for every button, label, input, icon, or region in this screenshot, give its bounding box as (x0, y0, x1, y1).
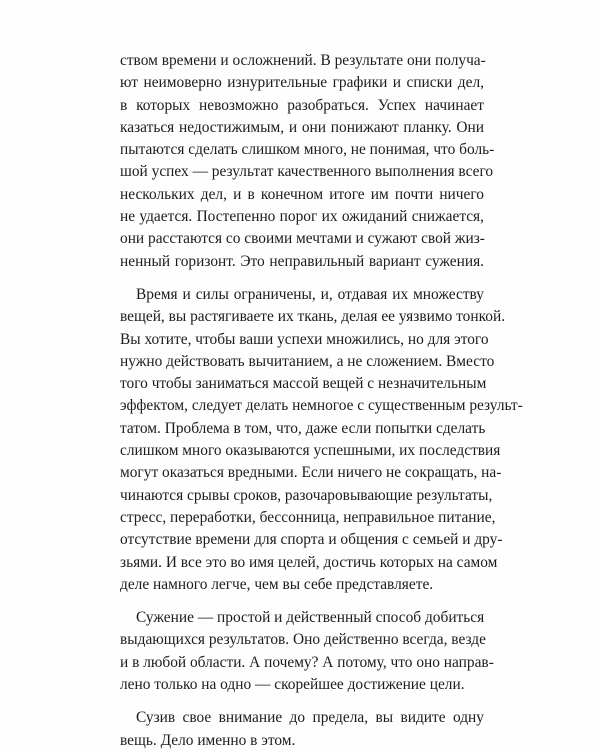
text-line: выдающихся результатов. Оно действенно всегда, везде (120, 631, 486, 649)
text-line: они расстаются со своими мечтами и сужают свой жиз- (120, 230, 485, 248)
paragraph-gap (120, 273, 484, 284)
text-line: слишком много оказываются успешными, их последствия (120, 442, 501, 460)
paragraph-gap (120, 596, 484, 607)
text-line: вещь. Дело именно в этом. (120, 731, 296, 749)
text-line: ненный горизонт. Это неправильный вариант сужения. (120, 252, 484, 270)
paragraph (120, 284, 523, 596)
text-line: нескольких дел, и в конечном итоге им почти ничего (120, 185, 484, 203)
text-line: вещей, вы растягиваете их ткань, делая ее уязвимо тонкой. (120, 308, 506, 326)
text-line: деле намного легче, чем вы себе представляете. (120, 575, 434, 593)
text-line: ством времени и осложнений. В результате они получа- (120, 52, 486, 69)
text-line: Время и силы ограничены, и, отдавая их множеству (136, 285, 484, 303)
paragraph (120, 707, 484, 752)
text-line: зьями. И все это во имя целей, достичь которых на самом (120, 553, 498, 571)
paragraph (120, 50, 495, 273)
text-line: ют неимоверно изнурительные графики и списки дел, (120, 74, 484, 92)
paragraph-gap (120, 696, 484, 707)
text-line: лено только на одно — скорейшее достижение цели. (120, 676, 465, 694)
text-line: не удается. Постепенно порог их ожиданий снижается, (120, 208, 484, 226)
text-line: казаться недостижимым, и они понижают планку. Они (120, 118, 484, 136)
text-line: того чтобы заниматься массой вещей с незначительным (120, 375, 487, 393)
body-text (120, 50, 523, 752)
text-line: могут оказаться вредными. Если ничего не сокращать, на- (120, 464, 502, 482)
text-line: чинаются срывы сроков, разочаровывающие результаты, (120, 486, 493, 504)
text-line: Сужение — простой и действенный способ добиться (136, 609, 485, 627)
text-line: шой успех — результат качественного выполнения всего (120, 163, 494, 181)
text-line: стресс, переработки, бессонница, неправильное питание, (120, 508, 496, 526)
paragraph (120, 607, 494, 696)
text-line: нужно действовать вычитанием, а не сложением. Вместо (120, 352, 495, 370)
text-line: Сузив свое внимание до предела, вы видите одну (136, 709, 484, 727)
text-line: эффектом, следует делать немногое с существенным результ- (120, 397, 523, 415)
text-line: и в любой области. А почему? А потому, что оно направ- (120, 653, 494, 671)
text-line: в которых невозможно разобраться. Успех начинает (120, 96, 484, 114)
text-line: татом. Проблема в том, что, даже если попытки сделать (120, 419, 486, 437)
text-line: отсутствие времени для спорта и общения с семьей и дру- (120, 531, 503, 549)
text-line: Вы хотите, чтобы ваши успехи множились, но для этого (120, 330, 489, 348)
text-line: пытаются сделать слишком много, не понимая, что боль- (120, 141, 495, 159)
